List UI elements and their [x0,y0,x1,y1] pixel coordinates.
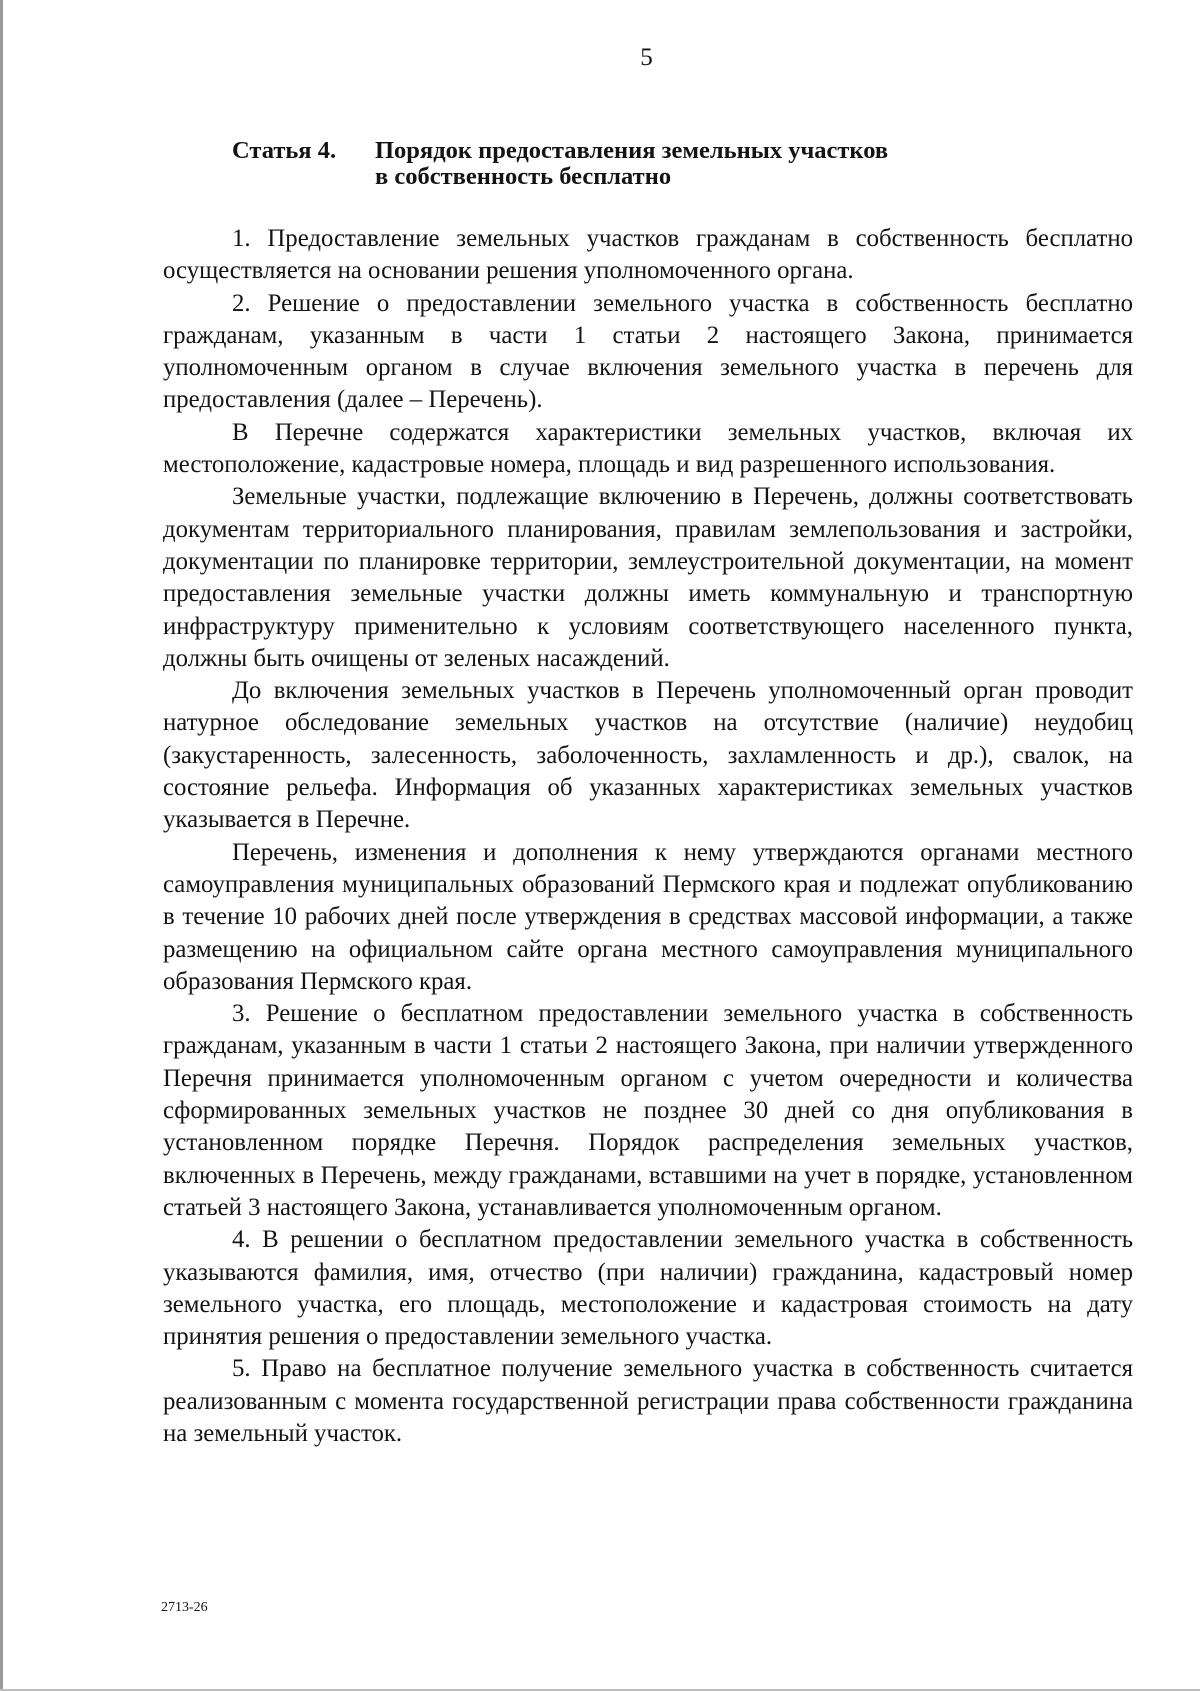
article-body [163,223,1133,1450]
page-number: 5 [640,44,653,71]
paragraph-2: 2. Решение о предоставлении земельного участка в собственность бесплатно гражданам, указанным в части 1 статьи 2 настоящего Закона, принимается уполномоченным органом в случае включения земельного участка в перечень для предоставления (далее – Перечень). [163,289,1133,414]
paragraph-8: 4. В решении о бесплатном предоставлении земельного участка в собственность указываются фамилия, имя, отчество (при наличии) гражданина, кадастровый номер земельного участка, его площадь, местоположение и кадастровая стоимость на дату принятия решения о предоставлении земельного участка. [163,1226,1133,1351]
article-heading [232,138,992,190]
paragraph-6: Перечень, изменения и дополнения к нему утверждаются органами местного самоуправления муниципальных образований Пермского края и подлежат опубликованию в течение 10 рабочих дней после утверждения в средствах массовой информации, а также размещению на официальном сайте органа местного самоуправления муниципального образования Пермского края. [163,838,1133,995]
paragraph-3: В Перечне содержатся характеристики земельных участков, включая их местоположение, кадастровые номера, площадь и вид разрешенного использования. [163,418,1133,479]
paragraph-4: Земельные участки, подлежащие включению в Перечень, должны соответствовать документам территориального планирования, правилам землепользования и застройки, документации по планировке территории, землеустроительной документации, на момент предоставления земельные участки должны иметь коммунальную и транспортную инфраструктуру применительно к условиям соответствующего населенного пункта, должны быть очищены от зеленых насаждений. [163,483,1133,672]
scan-edge-left [0,0,3,1691]
paragraph-9: 5. Право на бесплатное получение земельного участка в собственность считается реализованным с момента государственной регистрации права собственности гражданина на земельный участок. [163,1355,1133,1447]
document-code: 2713-26 [161,1600,208,1615]
paragraph-7: 3. Решение о бесплатном предоставлении земельного участка в собственность гражданам, указанным в части 1 статьи 2 настоящего Закона, при наличии утвержденного Перечня принимается уполномоченным органом с учетом очередности и количества сформированных земельных участков не позднее 30 дней со дня опубликования в установленном порядке Перечня. Порядок распределения земельных участков, включенных в Перечень, между гражданами, вставшими на учет в порядке, установленном статьей 3 настоящего Закона, устанавливается уполномоченным органом. [163,1000,1133,1221]
paragraph-5: До включения земельных участков в Перечень уполномоченный орган проводит натурное обследование земельных участков на отсутствие (наличие) неудобиц (закустаренность, залесенность, заболоченность, захламленность и др.), свалок, на состояние рельефа. Информация об указанных характеристиках земельных участков указывается в Перечне. [163,677,1133,834]
article-title-line2: в собственность бесплатно [375,163,672,190]
paragraph-1: 1. Предоставление земельных участков гражданам в собственность бесплатно осуществляется на основании решения уполномоченного органа. [163,225,1133,285]
article-title-line1: Порядок предоставления земельных участков [375,137,889,164]
article-number: Статья 4. [232,137,337,164]
